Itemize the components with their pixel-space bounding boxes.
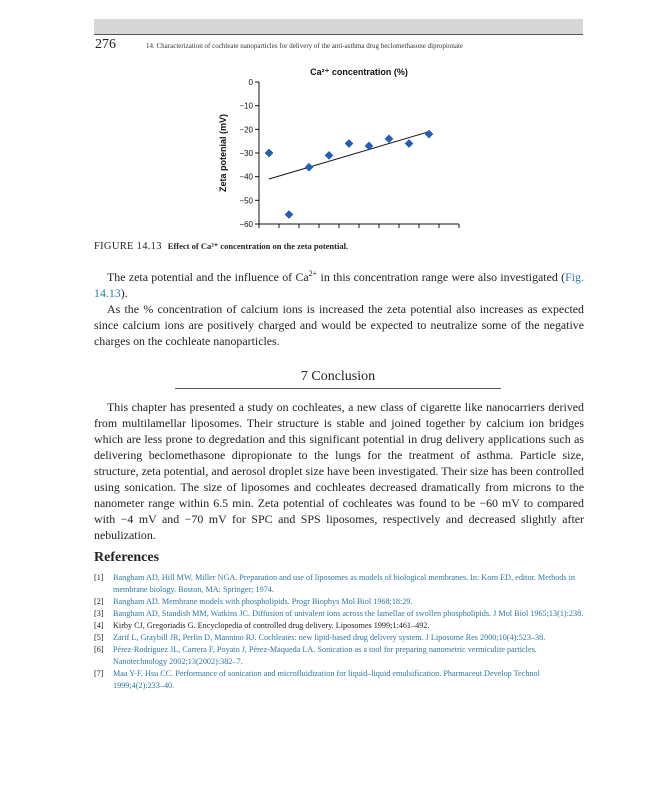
data-point bbox=[285, 211, 293, 219]
page-number: 276 bbox=[95, 37, 116, 52]
figure-caption bbox=[94, 241, 348, 252]
reference-number: [4] bbox=[94, 621, 104, 630]
reference-item[interactable] bbox=[94, 668, 584, 692]
chart-title: Ca²⁺ concentration (%) bbox=[310, 67, 408, 77]
results-text bbox=[94, 266, 584, 349]
paragraph-calcium: As the % concentration of calcium ions is increased the zeta potential also increases as expected since calcium ions are positively charged and would be expected to neutralize some of the negative charges on the cochleate nanoparticles. bbox=[94, 301, 584, 348]
data-point bbox=[405, 140, 413, 148]
zeta-potential-chart bbox=[200, 60, 460, 232]
reference-text: Bangham AD. Membrane models with phospholipids. Progr Biophys Mol Biol 1968;18:29. bbox=[113, 597, 413, 606]
data-point bbox=[305, 163, 313, 171]
reference-text: Bangham AD, Hill MW, Miller NGA. Preparation and use of liposomes as models of biological membranes. In: Korn ED, editor. Methods in membrane biology. Boston, MA: Springer; 1974. bbox=[113, 573, 575, 594]
y-tick-label: −60 bbox=[239, 220, 253, 229]
figure-link[interactable]: Fig. 14.13 bbox=[94, 269, 584, 300]
y-axis-label: Zeta potenial (mV) bbox=[218, 113, 228, 193]
y-tick-label: −30 bbox=[239, 149, 253, 158]
y-tick-label: −20 bbox=[239, 125, 253, 135]
y-tick-label: −50 bbox=[239, 196, 253, 206]
reference-text: Pérez-Rodríguez JL, Carrera F, Poyato J, Pérez-Maqueda LA. Sonication as a tool for preparing nanometric vermiculite particles. Nanotechnology 2002;13(2002):382–7. bbox=[113, 645, 537, 666]
reference-item[interactable] bbox=[94, 608, 584, 620]
y-tick-label: −10 bbox=[239, 101, 253, 111]
conclusion-text bbox=[94, 399, 584, 543]
data-point bbox=[425, 130, 433, 138]
reference-number: [3] bbox=[94, 609, 104, 618]
reference-text: Maa Y-F, Hsu CC. Performance of sonication and microfluidization for liquid–liquid emulsification. Pharmaceut Develop Technol 1999;4(2):233–40. bbox=[113, 669, 540, 690]
y-tick-label: 0 bbox=[248, 78, 253, 87]
header-rule bbox=[94, 34, 583, 35]
data-point bbox=[265, 149, 273, 157]
data-point bbox=[385, 135, 393, 143]
figure-caption-text: Effect of Ca²⁺ concentration on the zeta potential. bbox=[167, 241, 349, 251]
reference-item[interactable] bbox=[94, 596, 584, 608]
paragraph-zeta-intro: The zeta potential and the influence of $Ca^{2+}$ in this concentration range were also investigated (Fig. 14.13). bbox=[94, 269, 584, 300]
y-tick-label: −40 bbox=[239, 172, 253, 182]
reference-number: [1] bbox=[94, 573, 104, 582]
references-heading: References bbox=[94, 550, 160, 565]
reference-item[interactable] bbox=[94, 632, 584, 644]
reference-text: Bangham AD, Standish MM, Watkins JC. Diffusion of univalent ions across the lamellae of swollen phospholipids. J Mol Biol 1965;13(1):238. bbox=[113, 609, 584, 618]
header-bar bbox=[94, 19, 583, 35]
reference-number: [7] bbox=[94, 669, 104, 678]
paragraph-conclusion: This chapter has presented a study on cochleates, a new class of cigarette like nanocarriers derived from multilamellar liposomes. Their structure is stable and joined together by calcium ion bridges which are less prone to degredation and this significant potential in drug delivery applications such as delivering beclomethasone dipropionate to the lungs for the treatment of asthma. Particle size, structure, zeta potential, and aerosol droplet size have been investigated. Their size has been controlled using sonication. The size of liposomes and cochleates decreased dramatically from microns to the nanometer range within 6.5 min. Zeta potential of cochleates was found to be −60 mV to compared with −4 mV and −70 mV for SPC and SPS liposomes, respectively and decreased slightly after nebulization. bbox=[94, 400, 584, 542]
reference-number: [6] bbox=[94, 645, 104, 654]
data-point bbox=[345, 140, 353, 148]
reference-text: Kirby CJ, Gregoriadis G. Encyclopedia of controlled drug delivery. Liposomes 1999;1:461–492. bbox=[113, 621, 430, 630]
reference-number: [2] bbox=[94, 597, 104, 606]
reference-item[interactable] bbox=[94, 644, 584, 668]
trendline bbox=[269, 132, 429, 179]
section-heading-conclusion: 7 Conclusion bbox=[175, 369, 501, 389]
data-point bbox=[325, 151, 333, 159]
reference-item bbox=[94, 620, 584, 632]
figure-label: FIGURE 14.13 bbox=[94, 241, 162, 252]
reference-text: Zarif L, Graybill JR, Perlin D, Mannino RJ. Cochleates: new lipid-based drug delivery system. J Liposome Res 2000;10(4):523–38. bbox=[113, 633, 546, 642]
reference-number: [5] bbox=[94, 633, 104, 642]
running-head: 14. Characterization of cochleate nanoparticles for delivery of the anti-asthma drug beclomethasone dipropionate bbox=[146, 42, 464, 50]
references-list bbox=[94, 572, 584, 692]
reference-item[interactable] bbox=[94, 572, 584, 596]
